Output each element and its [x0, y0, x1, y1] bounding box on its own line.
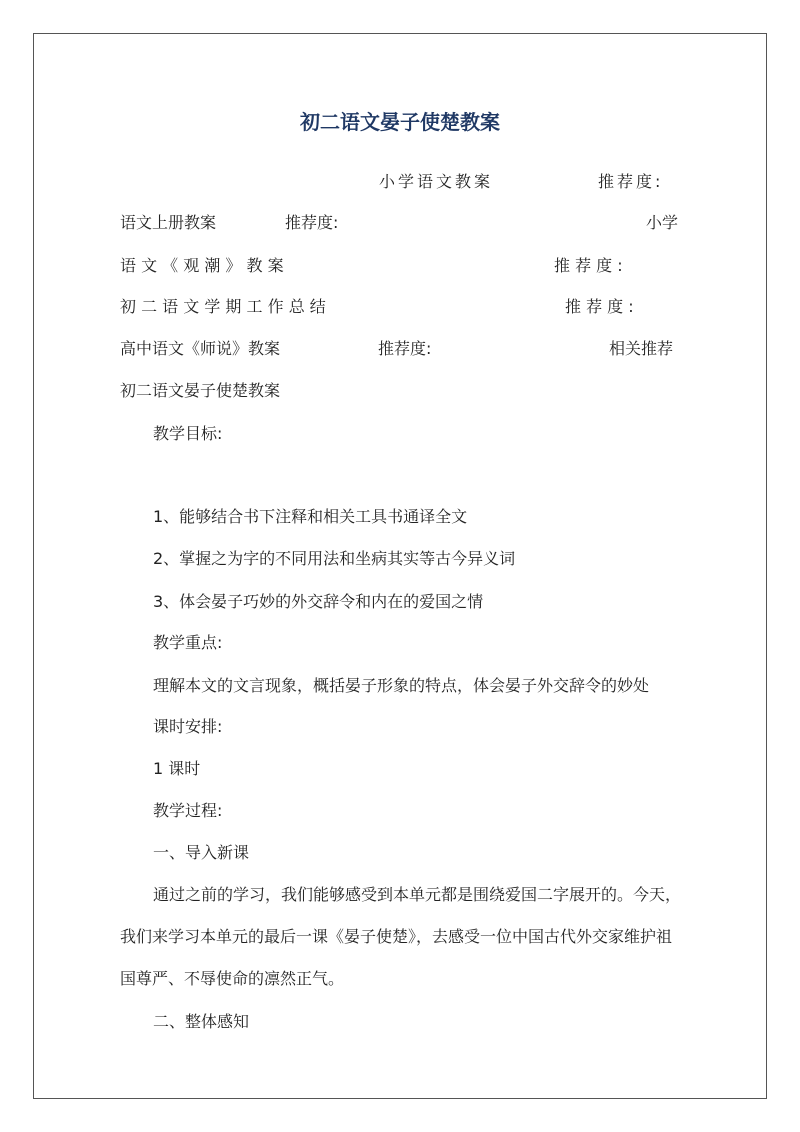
key-text: 理解本文的文言现象，概括晏子形象的特点，体会晏子外交辞令的妙处	[153, 676, 650, 695]
step-heading-1: 一、导入新课	[153, 843, 250, 862]
intro-paragraph-line-2: 我们来学习本单元的最后一课《晏子使楚》，去感受一位中国古代外交家维护祖	[120, 927, 673, 946]
recommend-item-2[interactable]: 语文上册教案	[120, 213, 217, 232]
related-recommend-label: 相关推荐	[609, 339, 674, 358]
recommend-label-3: 推 荐 度 :	[554, 256, 623, 275]
schedule-heading: 课时安排:	[153, 717, 223, 736]
recommend-item-3[interactable]: 语 文 《 观 潮 》 教 案	[120, 256, 284, 275]
goal-item-1: 1、能够结合书下注释和相关工具书通译全文	[153, 507, 468, 526]
intro-paragraph-line-1: 通过之前的学习，我们能够感受到本单元都是围绕爱国二字展开的。今天，	[153, 885, 682, 904]
step-heading-2: 二、整体感知	[153, 1012, 250, 1031]
goal-item-3: 3、体会晏子巧妙的外交辞令和内在的爱国之情	[153, 592, 484, 611]
recommend-label-1: 推荐度:	[598, 172, 664, 191]
recommend-item-5[interactable]: 高中语文《师说》教案	[120, 339, 281, 358]
recommend-item-1[interactable]: 小学语文教案	[379, 172, 494, 191]
intro-paragraph-line-3: 国尊严、不辱使命的凛然正气。	[120, 969, 345, 988]
recommend-item-4[interactable]: 初 二 语 文 学 期 工 作 总 结	[120, 297, 326, 316]
goals-heading: 教学目标:	[153, 424, 223, 443]
recommend-item-3-start[interactable]: 小学	[646, 213, 679, 232]
goal-item-2: 2、掌握之为字的不同用法和坐病其实等古今异义词	[153, 549, 516, 568]
recommend-label-2: 推荐度:	[285, 213, 339, 232]
process-heading: 教学过程:	[153, 801, 223, 820]
key-heading: 教学重点:	[153, 633, 223, 652]
section-subtitle: 初二语文晏子使楚教案	[120, 381, 281, 400]
recommend-label-5: 推荐度:	[378, 339, 432, 358]
document-title: 初二语文晏子使楚教案	[300, 110, 500, 134]
schedule-text: 1 课时	[153, 759, 201, 778]
recommend-label-4: 推 荐 度 :	[565, 297, 634, 316]
